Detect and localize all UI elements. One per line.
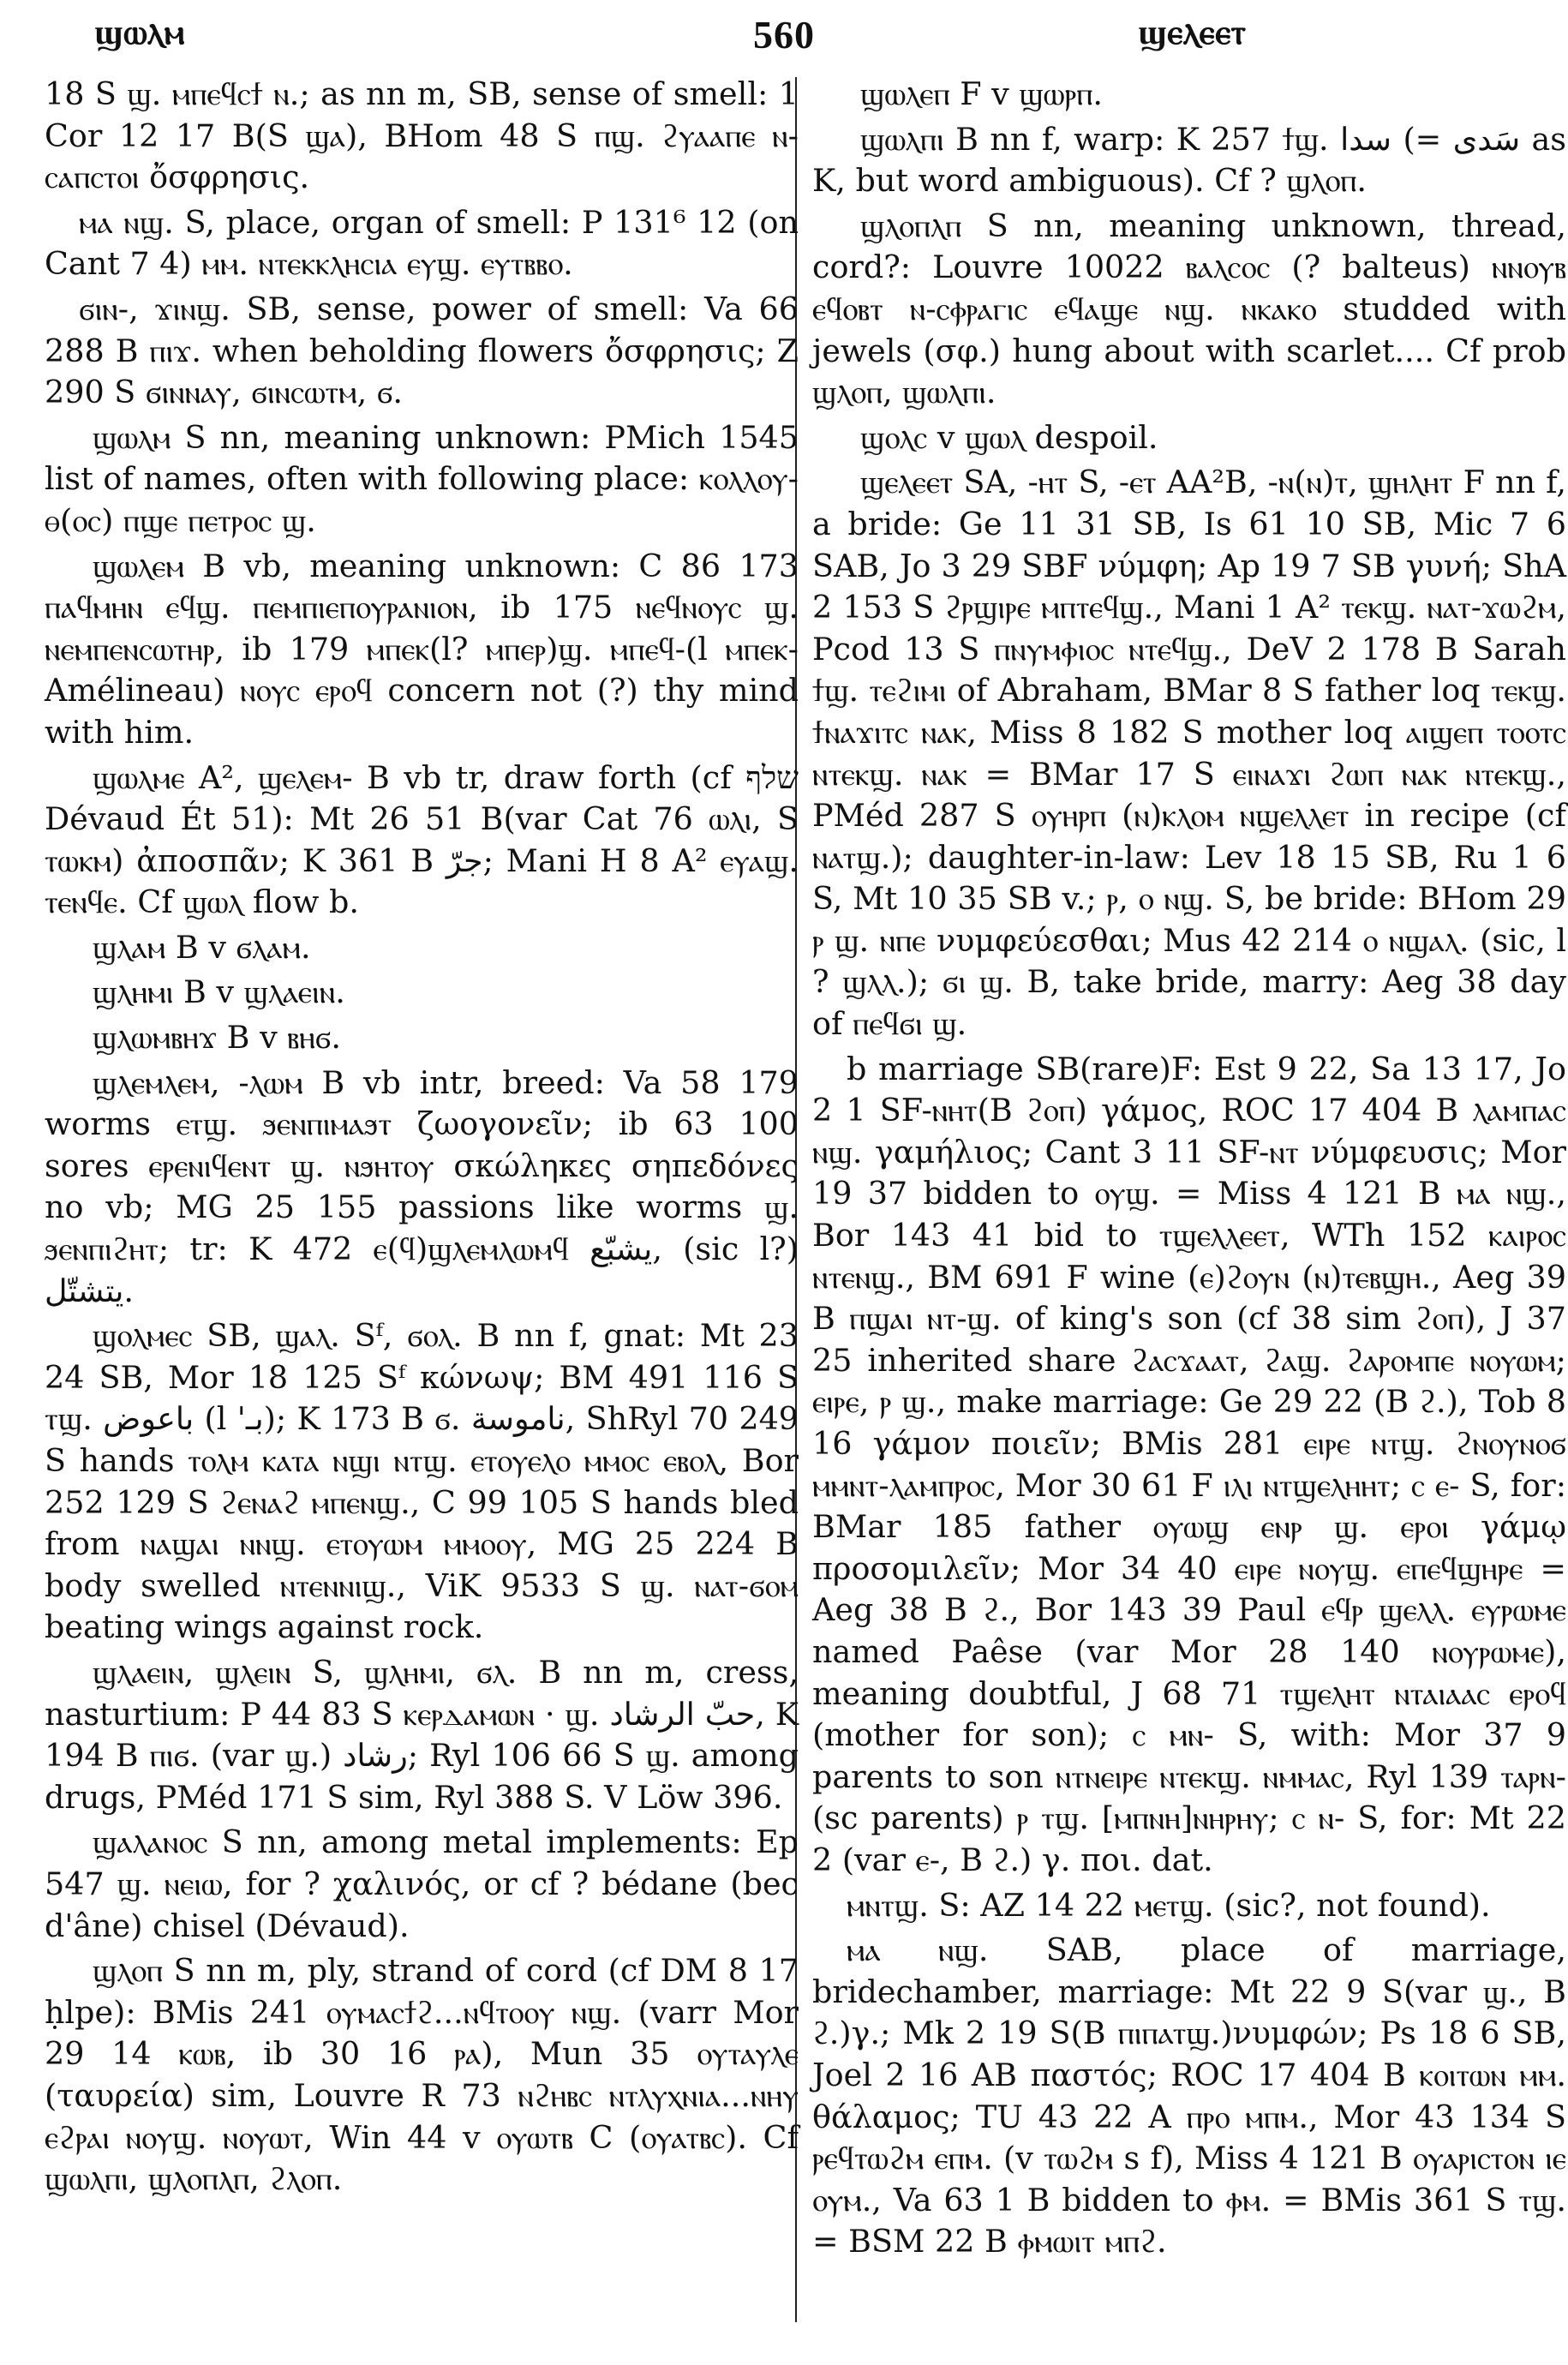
dictionary-entry: ϣⲗⲁⲙ B v ϭⲗⲁⲙ. (93, 928, 311, 966)
dictionary-entry: ϣⲗⲟⲡⲗⲡ S nn, meaning unknown, thread, cord?: Louvre 10022 ⲃⲁⲗⲥⲟⲥ (? balteus) ⲛⲛⲟⲩⲃ ⲉϥⲟⲃⲧ ⲛ-ⲥⲫⲣⲁⲅⲓⲥ ⲉϥⲁϣⲉ ⲛϣ. ⲛⲕⲁⲕⲟ studded with jewels (σφ.) hung about with scarlet.... Cf prob ϣⲗⲟⲡ, ϣⲱⲗⲡⲓ. (812, 207, 1566, 411)
right-column (812, 74, 1566, 2266)
dictionary-entry: ϣⲱⲗⲡⲓ B nn f, warp: K 257 ϯϣ. سدا (= سَدى as K, but word ambiguous). Cf ? ϣⲗⲟⲡ. (812, 120, 1566, 200)
dictionary-entry: ϣⲟⲗⲙⲉⲥ SB, ϣⲁⲗ. Sᶠ, ϭⲟⲗ. B nn f, gnat: Mt 23 24 SB, Mor 18 125 Sᶠ κώνωψ; BM 491 116 S ⲧϣ. باعوض (l 'بـ); K 173 B ϭ. ناموسة, ShRyl 70 249 S hands ⲧⲟⲗⲙ ⲕⲁⲧⲁ ⲛϣⲓ ⲛⲧϣ. ⲉⲧⲟⲩⲉⲗⲟ ⲙⲙⲟⲥ ⲉⲃⲟⲗ, Bor 252 129 S ϩⲉⲛⲁϩ ⲙⲡⲉⲛϣ., C 99 105 S hands bled from ⲛⲁϣⲁⲓ ⲛⲛϣ. ⲉⲧⲟⲩⲱⲙ ⲙⲙⲟⲟⲩ, MG 25 224 B body swelled ⲛⲧⲉⲛⲛⲓϣ., ViK 9533 S ϣ. ⲛⲁⲧ-ϭⲟⲙ beating wings against rock. (45, 1317, 799, 1646)
dictionary-entry: ϣⲱⲗⲙⲉ A², ϣⲉⲗⲉⲙ- B vb tr, draw forth (cf שלף Dévaud Ét 51): Mt 26 51 B(var Cat 76 ⲱⲗⲓ, S ⲧⲱⲕⲙ) ἀποσπᾶν; K 361 B جرّ; Mani H 8 A² ⲉⲩⲁϣ. ⲧⲉⲛϥⲉ. Cf ϣⲱⲗ flow b. (45, 758, 799, 921)
header-left-headword: ϣⲱⲗⲙ (94, 12, 186, 52)
dictionary-entry: ϣⲉⲗⲉⲉⲧ SA, -ⲏⲧ S, -ⲉⲧ AA²B, -ⲛ(ⲛ)ⲧ, ϣⲏⲗⲏⲧ F nn f, a bride: Ge 11 31 SB, Is 61 10 SB, Mic 7 6 SAB, Jo 3 29 SBF νύμφη; Ap 19 7 SB γυνή; ShA 2 153 S ϩⲣϣⲓⲣⲉ ⲙⲡⲧⲉϥϣ., Mani 1 A² ⲧⲉⲕϣ. ⲛⲁⲧ-ϫⲱϩⲙ, Pcod 13 S ⲡⲛⲩⲙⲫⲓⲟⲥ ⲛⲧⲉϥϣ., DeV 2 178 B Sarah ϯϣ. ⲧⲉϩⲓⲙⲓ of Abraham, BMar 8 S father loq ⲧⲉⲕϣ. ϯⲛⲁϫⲓⲧⲥ ⲛⲁⲕ, Miss 8 182 S mother loq ⲁⲓϣⲉⲡ ⲧⲟⲟⲧⲥ ⲛⲧⲉⲕϣ. ⲛⲁⲕ = BMar 17 S ⲉⲓⲛⲁϫⲓ ϩⲱⲡ ⲛⲁⲕ ⲛⲧⲉⲕϣ., PMéd 287 S ⲟⲩⲏⲣⲡ (ⲛ)ⲕⲗⲟⲙ ⲛϣⲉⲗⲗⲉⲧ in recipe (cf ⲛⲁⲧϣ.); daughter-in-law: Lev 18 15 SB, Ru 1 6 S, Mt 10 35 SB v.; ⲣ, ⲟ ⲛϣ. S, be bride: BHom 29 ⲣ ϣ. ⲛⲡⲉ νυμφεύεσθαι; Mus 42 214 ⲟ ⲛϣⲁⲗ. (sic, l ? ϣⲗⲗ.); ϭⲓ ϣ. B, take bride, marry: Aeg 38 day of ⲡⲉϥϭⲓ ϣ. (812, 464, 1566, 1043)
dictionary-entry: ⲙⲁ ⲛϣ. SAB, place of marriage, bridechamber, marriage: Mt 22 9 S(var ϣ., B ϩ.)γ.; Mk 2 19 S(B ⲡⲓⲡⲁⲧϣ.)νυμφών; Ps 18 6 SB, Joel 2 16 AB παστός; ROC 17 404 B ⲕⲟⲓⲧⲱⲛ ⲙⲙ. θάλαμος; TU 43 22 A ⲡⲣⲟ ⲙⲡⲙ., Mor 43 134 S ⲣⲉϥⲧⲱϩⲙ ⲉⲡⲙ. (v ⲧⲱϩⲙ s f), Miss 4 121 B ⲟⲩⲁⲣⲓⲥⲧⲟⲛ ⲓⲉ ⲟⲩⲙ., Va 63 1 B bidden to ⲫⲙ. = BMis 361 S ⲧϣ. = BSM 22 B ⲫⲙⲱⲓⲧ ⲙⲡϩ. (812, 1931, 1566, 2260)
dictionary-entry: ϣⲱⲗⲉⲡ F v ϣⲱⲣⲡ. (860, 75, 1104, 112)
dictionary-entry: ϣⲗⲱⲙⲃⲏϫ B v ⲃⲏϭ. (93, 1019, 341, 1057)
page-number: 560 (753, 13, 815, 57)
header-right-headword: ϣⲉⲗⲉⲉⲧ (1138, 12, 1247, 52)
dictionary-entry: ϣⲗⲏⲙⲓ B v ϣⲗⲁⲉⲓⲛ. (93, 973, 345, 1011)
dictionary-entry: ϣⲟⲗⲥ v ϣⲱⲗ despoil. (860, 418, 1158, 456)
dictionary-entry: ϣⲱⲗⲉⲙ B vb, meaning unknown: C 86 173 ⲡⲁϥⲙⲏⲛ ⲉϥϣ. ⲡⲉⲙⲡⲓⲉⲡⲟⲩⲣⲁⲛⲓⲟⲛ, ib 175 ⲛⲉϥⲛⲟⲩⲥ ϣ. ⲛⲉⲙⲡⲉⲛⲥⲱⲧⲏⲣ, ib 179 ⲙⲡⲉⲕ(l? ⲙⲡⲉⲣ)ϣ. ⲙⲡⲉϥ-(l ⲙⲡⲉⲕ- Amélineau) ⲛⲟⲩⲥ ⲉⲣⲟϥ concern not (?) thy mind with him. (45, 547, 799, 751)
dictionary-entry: ϣⲗⲁⲉⲓⲛ, ϣⲗⲉⲓⲛ S, ϣⲗⲏⲙⲓ, ϭⲗ. B nn m, cress, nasturtium: P 44 83 S ⲕⲉⲣⲇⲁⲙⲱⲛ · ϣ. حبّ الرشاد, K 194 B ⲡⲓϭ. (var ϣ.) رشاد; Ryl 106 66 S ϣ. among drugs, PMéd 171 S sim, Ryl 388 S. V Löw 396. (45, 1653, 799, 1816)
dictionary-entry: 18 S ϣ. ⲙⲡⲉϥⲥϯ ⲛ.; as nn m, SB, sense of smell: 1 Cor 12 17 B(S ϣⲁ), BHom 48 S ⲡϣ. ϩⲩⲁⲁⲡⲉ ⲛ-ⲥⲁⲡⲥⲧⲟⲓ ὄσφρησις. (45, 75, 799, 196)
page-header (0, 12, 1568, 63)
dictionary-entry: b marriage SB(rare)F: Est 9 22, Sa 13 17, Jo 2 1 SF-ⲛⲏⲧ(B ϩⲟⲡ) γάμος, ROC 17 404 B ⲗⲁⲙⲡⲁⲥ ⲛϣ. γαμήλιος; Cant 3 11 SF-ⲛⲧ νύμφευσις; Mor 19 37 bidden to ⲟⲩϣ. = Miss 4 121 B ⲙⲁ ⲛϣ., Bor 143 41 bid to ⲧϣⲉⲗⲗⲉⲉⲧ, WTh 152 ⲕⲁⲓⲣⲟⲥ ⲛⲧⲉⲛϣ., BM 691 F wine (ⲉ)ϩⲟⲩⲛ (ⲛ)ⲧⲉⲃϣⲏ., Aeg 39 B ⲡϣⲁⲓ ⲛⲧ-ϣ. of king's son (cf 38 sim ϩⲟⲡ), J 37 25 inherited share ϩⲁⲥϫⲁⲁⲧ, ϩⲁϣ. ϩⲁⲣⲟⲙⲡⲉ ⲛⲟⲩⲱⲙ; ⲉⲓⲣⲉ, ⲣ ϣ., make marriage: Ge 29 22 (B ϩ.), Tob 8 16 γάμον ποιεῖν; BMis 281 ⲉⲓⲣⲉ ⲛⲧϣ. ϩⲛⲟⲩⲛⲟϭ ⲙⲙⲛⲧ-ⲗⲁⲙⲡⲣⲟⲥ, Mor 30 61 F ⲓⲗⲓ ⲛⲧϣⲉⲗⲏⲏⲧ; ⲥ ⲉ- S, for: BMar 185 father ⲟⲩⲱϣ ⲉⲛⲣ ϣ. ⲉⲣⲟⲓ γάμῳ προσομιλεῖν; Mor 34 40 ⲉⲓⲣⲉ ⲛⲟⲩϣ. ⲉⲡⲉϥϣⲏⲣⲉ = Aeg 38 B ϩ., Bor 143 39 Paul ⲉϥⲣ ϣⲉⲗⲗ. ⲉⲩⲣⲱⲙⲉ named Paêse (var Mor 28 140 ⲛⲟⲩⲣⲱⲙⲉ), meaning doubtful, J 68 71 ⲧϣⲉⲗⲏⲧ ⲛⲧⲁⲓⲁⲁⲥ ⲉⲣⲟϥ (mother for son); ⲥ ⲙⲛ- S, with: Mor 37 9 parents to son ⲛⲧⲛⲉⲓⲣⲉ ⲛⲧⲉⲕϣ. ⲛⲙⲙⲁⲥ, Ryl 139 ⲧⲁⲣⲛ-(sc parents) ⲣ ⲧϣ. [ⲙⲡⲛⲏ]ⲛⲏⲣⲏⲩ; ⲥ ⲛ- S, for: Mt 22 2 (var ⲉ-, B ϩ.) γ. ποι. dat. (812, 1050, 1566, 1878)
left-column (45, 74, 799, 2204)
dictionary-entry: ⲙⲛⲧϣ. S: AZ 14 22 ⲙⲉⲧϣ. (sic?, not found). (847, 1886, 1491, 1924)
dictionary-entry: ϣⲗⲉⲙⲗⲉⲙ, -ⲗⲱⲙ B vb intr, breed: Va 58 179 worms ⲉⲧϣ. ϧⲉⲛⲡⲓⲙⲁϧⲧ ζωογονεῖν; ib 63 100 sores ⲉⲣⲉⲛⲓϥⲉⲛⲧ ϣ. ⲛϧⲏⲧⲟⲩ σκώληκες σηπεδόνες no vb; MG 25 155 passions like worms ϣ. ϧⲉⲛⲡⲓϩⲏⲧ; tr: K 472 ⲉ(ϥ)ϣⲗⲉⲙⲗⲱⲙϥ يشبّع, (sic l?) يتشتّل. (45, 1063, 799, 1309)
dictionary-entry: ⲙⲁ ⲛϣ. S, place, organ of smell: P 131⁶ 12 (on Cant 7 4) ⲙⲙ. ⲛⲧⲉⲕⲕⲗⲏⲥⲓⲁ ⲉⲩϣ. ⲉⲩⲧⲃⲃⲟ. (45, 203, 799, 283)
dictionary-entry: ϭⲓⲛ-, ϫⲓⲛϣ. SB, sense, power of smell: Va 66 288 B ⲡⲓϫ. when beholding flowers ὄσφρησις; Z 290 S ϭⲓⲛⲛⲁⲩ, ϭⲓⲛⲥⲱⲧⲙ, ϭ. (45, 290, 799, 411)
dictionary-entry: ϣⲁⲗⲁⲛⲟⲥ S nn, among metal implements: Ep 547 ϣ. ⲛⲉⲓⲱ, for ? χαλινός, or cf ? bédane (bec d'âne) chisel (Dévaud). (45, 1823, 799, 1944)
dictionary-entry: ϣⲱⲗⲙ S nn, meaning unknown: PMich 1545 list of names, often with following place: ⲕⲟⲗⲗⲟⲩ-ⲑ(ⲟⲥ) ⲡϣⲉ ⲡⲉⲧⲣⲟⲥ ϣ. (45, 418, 799, 539)
dictionary-entry: ϣⲗⲟⲡ S nn m, ply, strand of cord (cf DM 8 17 ḥlpe): BMis 241 ⲟⲩⲙⲁⲥϯϩ...ⲛϥⲧⲟⲟⲩ ⲛϣ. (varr Mor 29 14 ⲕⲱⲃ, ib 30 16 ⲣⲁ), Mun 35 ⲟⲩⲧⲁⲩⲗⲉ (ταυρεία) sim, Louvre R 73 ⲛϩⲏⲃⲥ ⲛⲧⲗⲩⲭⲛⲓⲁ...ⲛⲏⲩ ⲉϩⲣⲁⲓ ⲛⲟⲩϣ. ⲛⲟⲩⲱⲧ, Win 44 v ⲟⲩⲱⲧⲃ C (ⲟⲩⲁⲧⲃⲥ). Cf ϣⲱⲗⲡⲓ, ϣⲗⲟⲡⲗⲡ, ϩⲗⲟⲡ. (45, 1952, 799, 2198)
